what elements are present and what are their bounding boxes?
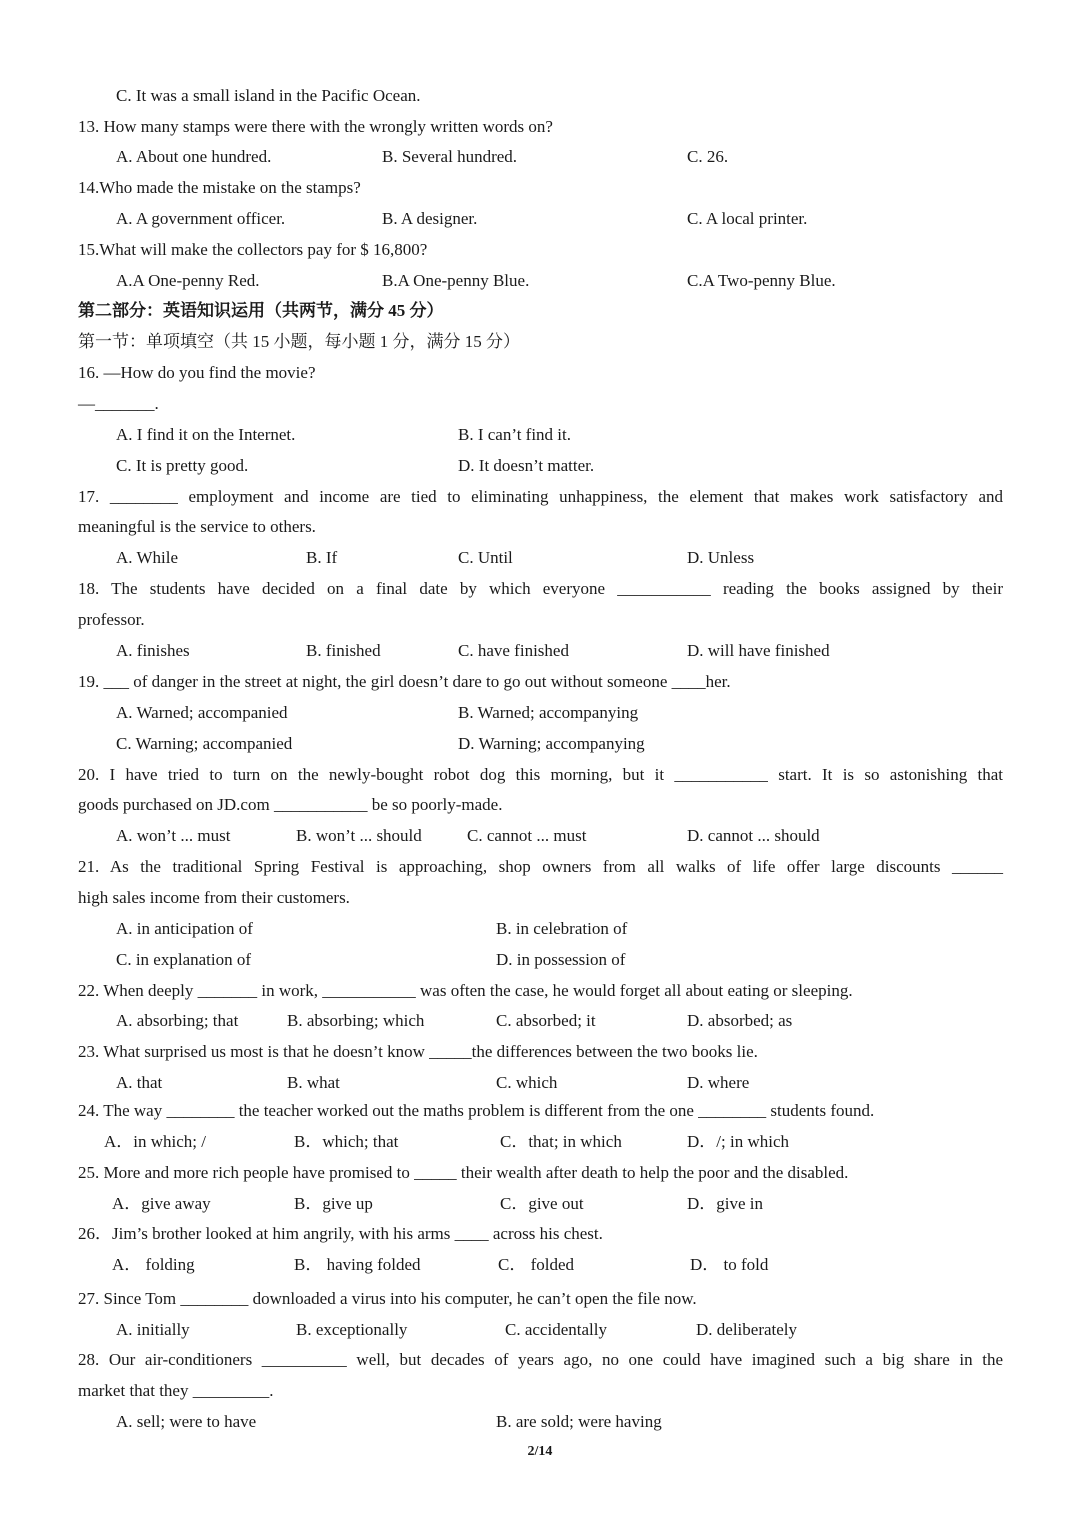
option-q12-c: C. It was a small island in the Pacific Ocean. [116, 86, 421, 105]
question-13: 13. How many stamps were there with the wrongly written words on? [78, 117, 553, 136]
option-q22-d: D. absorbed; as [687, 1011, 793, 1030]
question-20-line-1: 20. I have tried to turn on the newly-bought robot dog this morning, but it ___________ start. It is so astonishing that [78, 765, 1003, 784]
option-q17-d: D. Unless [687, 548, 755, 567]
option-q17-c: C. Until [458, 548, 513, 567]
option-q14-b: B. A designer. [382, 209, 478, 228]
question-28-line-1: 28. Our air-conditioners __________ well, but decades of years ago, no one could have imagined such a big share in the [78, 1350, 1003, 1369]
option-q17-a: A. While [116, 548, 179, 567]
question-17-line-1: 17. ________ employment and income are tied to eliminating unhappiness, the element that makes work satisfactory and [78, 487, 1003, 506]
question-21-line-1: 21. As the traditional Spring Festival is approaching, shop owners from all walks of life offer large discounts ______ [78, 857, 1003, 876]
option-q25-d: D．give in [687, 1194, 764, 1213]
question-18-line-2: professor. [78, 610, 145, 629]
option-q26-a: A． folding [112, 1255, 195, 1274]
question-19: 19. ___ of danger in the street at night, the girl doesn’t dare to go out without someone ____her. [78, 672, 731, 691]
option-q13-b: B. Several hundred. [382, 147, 518, 166]
option-q17-b: B. If [306, 548, 338, 567]
option-q24-a: A．in which; / [104, 1132, 206, 1151]
option-q20-c: C. cannot ... must [467, 826, 587, 845]
option-q22-b: B. absorbing; which [287, 1011, 425, 1030]
option-q25-b: B．give up [294, 1194, 373, 1213]
question-17-line-2: meaningful is the service to others. [78, 517, 316, 536]
option-q18-d: D. will have finished [687, 641, 830, 660]
option-q27-c: C. accidentally [505, 1320, 607, 1339]
option-q23-b: B. what [287, 1073, 340, 1092]
option-q15-c: C.A Two-penny Blue. [687, 271, 836, 290]
question-18-line-1: 18. The students have decided on a final date by which everyone ___________ reading the books assigned by their [78, 579, 1003, 598]
option-q16-c: C. It is pretty good. [116, 456, 249, 475]
option-q24-d: D．/; in which [687, 1132, 789, 1151]
option-q25-a: A．give away [112, 1194, 211, 1213]
option-q18-b: B. finished [306, 641, 381, 660]
option-q24-c: C．that; in which [500, 1132, 622, 1151]
option-q13-c: C. 26. [687, 147, 729, 166]
option-q19-b: B. Warned; accompanying [458, 703, 639, 722]
question-22: 22. When deeply _______ in work, ___________ was often the case, he would forget all about eating or sleeping. [78, 981, 853, 1000]
question-26: 26．Jim’s brother looked at him angrily, with his arms ____ across his chest. [78, 1224, 603, 1243]
option-q26-d: D． to fold [690, 1255, 769, 1274]
question-15: 15.What will make the collectors pay for $ 16,800? [78, 240, 428, 259]
question-24: 24. The way ________ the teacher worked out the maths problem is different from the one ________ students found. [78, 1101, 875, 1120]
option-q13-a: A. About one hundred. [116, 147, 272, 166]
option-q20-a: A. won’t ... must [116, 826, 231, 845]
option-q15-b: B.A One-penny Blue. [382, 271, 530, 290]
option-q26-c: C． folded [498, 1255, 575, 1274]
option-q23-c: C. which [496, 1073, 558, 1092]
option-q16-b: B. I can’t find it. [458, 425, 571, 444]
option-q19-d: D. Warning; accompanying [458, 734, 645, 753]
option-q15-a: A.A One-penny Red. [116, 271, 260, 290]
page-number: 2/14 [527, 1444, 553, 1459]
option-q26-b: B． having folded [294, 1255, 421, 1274]
question-16-response: —_______. [78, 394, 159, 413]
option-q21-d: D. in possession of [496, 950, 626, 969]
option-q23-a: A. that [116, 1073, 163, 1092]
option-q21-c: C. in explanation of [116, 950, 252, 969]
option-q27-d: D. deliberately [696, 1320, 798, 1339]
option-q27-b: B. exceptionally [296, 1320, 408, 1339]
option-q14-a: A. A government officer. [116, 209, 286, 228]
option-q20-d: D. cannot ... should [687, 826, 820, 845]
option-q28-b: B. are sold; were having [496, 1412, 662, 1431]
option-q24-b: B．which; that [294, 1132, 399, 1151]
option-q20-b: B. won’t ... should [296, 826, 422, 845]
option-q18-a: A. finishes [116, 641, 190, 660]
option-q16-d: D. It doesn’t matter. [458, 456, 595, 475]
option-q19-a: A. Warned; accompanied [116, 703, 288, 722]
option-q18-c: C. have finished [458, 641, 569, 660]
question-27: 27. Since Tom ________ downloaded a virus into his computer, he can’t open the file now. [78, 1289, 697, 1308]
option-q23-d: D. where [687, 1073, 750, 1092]
option-q19-c: C. Warning; accompanied [116, 734, 293, 753]
part-two-heading: 第二部分：英语知识运用（共两节，满分 45 分） [78, 301, 444, 320]
section-one-heading: 第一节：单项填空（共 15 小题，每小题 1 分，满分 15 分） [78, 332, 520, 351]
option-q22-c: C. absorbed; it [496, 1011, 596, 1030]
option-q16-a: A. I find it on the Internet. [116, 425, 296, 444]
question-21-line-2: high sales income from their customers. [78, 888, 350, 907]
question-16: 16. —How do you find the movie? [78, 363, 316, 382]
option-q14-c: C. A local printer. [687, 209, 808, 228]
option-q22-a: A. absorbing; that [116, 1011, 239, 1030]
question-20-line-2: goods purchased on JD.com ___________ be so poorly-made. [78, 795, 503, 814]
option-q28-a: A. sell; were to have [116, 1412, 257, 1431]
option-q21-a: A. in anticipation of [116, 919, 253, 938]
question-23: 23. What surprised us most is that he doesn’t know _____the differences between the two books lie. [78, 1042, 758, 1061]
question-25: 25. More and more rich people have promised to _____ their wealth after death to help the poor and the disabled. [78, 1163, 849, 1182]
option-q27-a: A. initially [116, 1320, 190, 1339]
option-q25-c: C．give out [500, 1194, 584, 1213]
question-14: 14.Who made the mistake on the stamps? [78, 178, 361, 197]
question-28-line-2: market that they _________. [78, 1381, 274, 1400]
option-q21-b: B. in celebration of [496, 919, 628, 938]
